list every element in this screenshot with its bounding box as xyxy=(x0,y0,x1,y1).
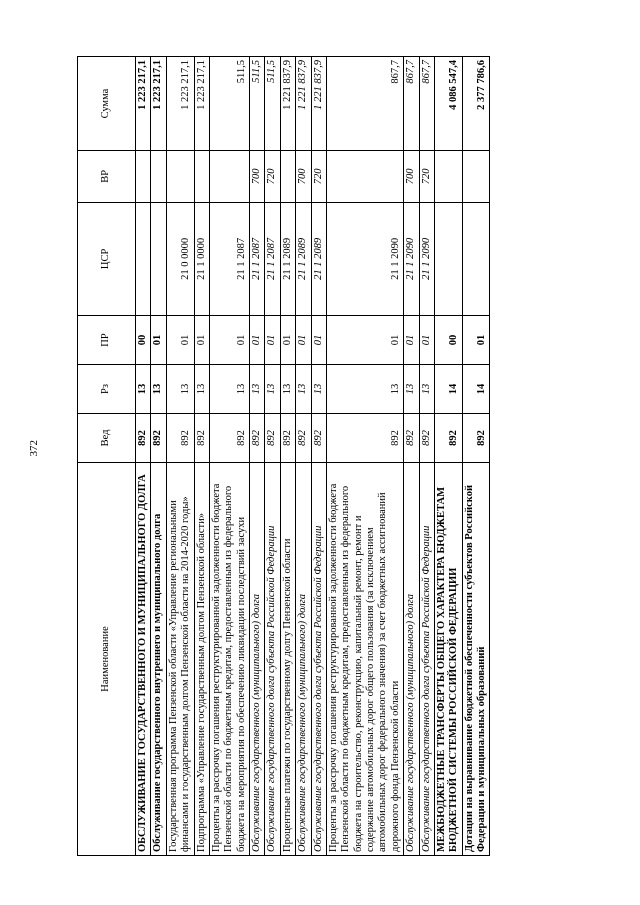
cell-name: Проценты за рассрочку погашения реструктурированной задолженности бюджета Пензенской области по бюджетным кредитам, предоставленным из федерального бюджета на мероприятия по обеспечению ликвидации последствий засухи xyxy=(209,462,249,855)
cell-ved: 892 xyxy=(296,413,311,462)
cell-sum: 511,5 xyxy=(265,57,280,151)
table-row xyxy=(136,57,151,856)
cell-csr: 21 1 2090 xyxy=(326,202,403,315)
table-row xyxy=(462,57,490,856)
cell-vr xyxy=(194,151,209,203)
table-row xyxy=(434,57,462,856)
cell-pr: 01 xyxy=(250,316,265,365)
cell-csr: 21 1 2087 xyxy=(209,202,249,315)
cell-vr: 700 xyxy=(296,151,311,203)
table-row xyxy=(194,57,209,856)
table-row xyxy=(419,57,434,856)
cell-name: Обслуживание государственного долга субъекта Российской Федерации xyxy=(419,462,434,855)
cell-csr xyxy=(136,202,151,315)
table-row xyxy=(296,57,311,856)
budget-table xyxy=(77,56,490,856)
header-csr: ЦСР xyxy=(78,202,136,315)
cell-csr: 21 1 2089 xyxy=(280,202,295,315)
cell-rz: 13 xyxy=(280,365,295,414)
cell-pr: 00 xyxy=(434,316,462,365)
cell-pr: 01 xyxy=(265,316,280,365)
table-header-row xyxy=(78,57,136,856)
cell-rz: 13 xyxy=(166,365,194,414)
cell-name: Обслуживание государственного (муниципального) долга xyxy=(250,462,265,855)
cell-csr xyxy=(462,202,490,315)
header-ved: Вед xyxy=(78,413,136,462)
table-row xyxy=(166,57,194,856)
cell-rz: 13 xyxy=(419,365,434,414)
page-number: 372 xyxy=(28,440,40,457)
header-rz: Рз xyxy=(78,365,136,414)
cell-csr xyxy=(434,202,462,315)
table-row xyxy=(151,57,166,856)
cell-rz: 13 xyxy=(250,365,265,414)
cell-ved: 892 xyxy=(136,413,151,462)
header-vr: ВР xyxy=(78,151,136,203)
cell-csr: 21 1 2090 xyxy=(404,202,419,315)
cell-vr: 700 xyxy=(404,151,419,203)
cell-vr: 720 xyxy=(419,151,434,203)
cell-pr: 01 xyxy=(462,316,490,365)
cell-vr xyxy=(166,151,194,203)
cell-pr: 01 xyxy=(280,316,295,365)
cell-pr: 01 xyxy=(404,316,419,365)
cell-name: Процентные платежи по государственному долгу Пензенской области xyxy=(280,462,295,855)
cell-csr: 21 1 2089 xyxy=(296,202,311,315)
cell-csr: 21 1 0000 xyxy=(194,202,209,315)
cell-pr: 01 xyxy=(194,316,209,365)
cell-sum: 2 377 786,6 xyxy=(462,57,490,151)
cell-name: Обслуживание государственного долга субъекта Российской Федерации xyxy=(265,462,280,855)
cell-rz: 13 xyxy=(194,365,209,414)
cell-sum: 1 223 217,1 xyxy=(194,57,209,151)
cell-vr xyxy=(326,151,403,203)
cell-rz: 13 xyxy=(209,365,249,414)
table-row xyxy=(404,57,419,856)
cell-rz: 14 xyxy=(434,365,462,414)
cell-csr xyxy=(151,202,166,315)
cell-ved: 892 xyxy=(462,413,490,462)
cell-sum: 1 223 217,1 xyxy=(166,57,194,151)
cell-rz: 13 xyxy=(296,365,311,414)
cell-name: Государственная программа Пензенской области «Управление региональными финансами и государственным долгом Пензенской области на 2014-2020 годы» xyxy=(166,462,194,855)
header-pr: ПР xyxy=(78,316,136,365)
cell-name: Проценты за рассрочку погашения реструктурированной задолженности бюджета Пензенской области по бюджетным кредитам, предоставленным из федерального бюджета на строительство, реконструкцию, капитальный ремонт, ремонт и содержание автомобильных дорог общего пользования (за исключением автомобильных дорог федерального значения) за счет бюджетных ассигнований дорожного фонда Пензенской области xyxy=(326,462,403,855)
cell-rz: 13 xyxy=(326,365,403,414)
cell-ved: 892 xyxy=(311,413,326,462)
cell-name: Обслуживание государственного внутреннего и муниципального долга xyxy=(151,462,166,855)
cell-csr: 21 1 2087 xyxy=(250,202,265,315)
cell-sum: 1 223 217,1 xyxy=(151,57,166,151)
cell-name: ОБСЛУЖИВАНИЕ ГОСУДАРСТВЕННОГО И МУНИЦИПАЛЬНОГО ДОЛГА xyxy=(136,462,151,855)
cell-ved: 892 xyxy=(209,413,249,462)
cell-ved: 892 xyxy=(194,413,209,462)
cell-ved: 892 xyxy=(404,413,419,462)
cell-rz: 13 xyxy=(404,365,419,414)
cell-pr: 01 xyxy=(151,316,166,365)
cell-pr: 01 xyxy=(419,316,434,365)
cell-name: Дотации на выравнивание бюджетной обеспеченности субъектов Российской Федерации и муниципальных образований xyxy=(462,462,490,855)
cell-sum: 511,5 xyxy=(209,57,249,151)
cell-vr xyxy=(151,151,166,203)
cell-csr: 21 1 2090 xyxy=(419,202,434,315)
table-row xyxy=(311,57,326,856)
cell-rz: 14 xyxy=(462,365,490,414)
cell-ved: 892 xyxy=(151,413,166,462)
table-row xyxy=(326,57,403,856)
header-sum: Сумма xyxy=(78,57,136,151)
cell-vr: 720 xyxy=(265,151,280,203)
cell-pr: 01 xyxy=(311,316,326,365)
cell-pr: 01 xyxy=(209,316,249,365)
cell-rz: 13 xyxy=(311,365,326,414)
cell-name: Подпрограмма «Управление государственным долгом Пензенской области» xyxy=(194,462,209,855)
cell-ved: 892 xyxy=(250,413,265,462)
cell-sum: 4 086 547,4 xyxy=(434,57,462,151)
cell-rz: 13 xyxy=(265,365,280,414)
cell-name: Обслуживание государственного (муниципального) долга xyxy=(296,462,311,855)
cell-vr xyxy=(280,151,295,203)
table-row xyxy=(209,57,249,856)
cell-ved: 892 xyxy=(265,413,280,462)
cell-sum: 867,7 xyxy=(404,57,419,151)
cell-vr: 720 xyxy=(311,151,326,203)
cell-sum: 867,7 xyxy=(326,57,403,151)
cell-sum: 867,7 xyxy=(419,57,434,151)
cell-ved: 892 xyxy=(434,413,462,462)
header-name: Наименование xyxy=(78,462,136,855)
cell-sum: 1 221 837,9 xyxy=(296,57,311,151)
cell-name: МЕЖБЮДЖЕТНЫЕ ТРАНСФЕРТЫ ОБЩЕГО ХАРАКТЕРА БЮДЖЕТАМ БЮДЖЕТНОЙ СИСТЕМЫ РОССИЙСКОЙ ФЕДЕРАЦИИ xyxy=(434,462,462,855)
table-row xyxy=(280,57,295,856)
cell-vr: 700 xyxy=(250,151,265,203)
cell-vr xyxy=(434,151,462,203)
cell-ved: 892 xyxy=(166,413,194,462)
table-row xyxy=(265,57,280,856)
cell-pr: 00 xyxy=(136,316,151,365)
cell-sum: 1 221 837,9 xyxy=(280,57,295,151)
cell-ved: 892 xyxy=(280,413,295,462)
cell-csr: 21 1 2087 xyxy=(265,202,280,315)
cell-ved: 892 xyxy=(326,413,403,462)
cell-vr xyxy=(136,151,151,203)
cell-vr xyxy=(462,151,490,203)
cell-rz: 13 xyxy=(136,365,151,414)
cell-pr: 01 xyxy=(296,316,311,365)
cell-rz: 13 xyxy=(151,365,166,414)
cell-csr: 21 1 2089 xyxy=(311,202,326,315)
cell-sum: 511,5 xyxy=(250,57,265,151)
table-row xyxy=(250,57,265,856)
cell-name: Обслуживание государственного (муниципального) долга xyxy=(404,462,419,855)
cell-sum: 1 223 217,1 xyxy=(136,57,151,151)
cell-name: Обслуживание государственного долга субъекта Российской Федерации xyxy=(311,462,326,855)
cell-pr: 01 xyxy=(326,316,403,365)
cell-sum: 1 221 837,9 xyxy=(311,57,326,151)
cell-ved: 892 xyxy=(419,413,434,462)
cell-csr: 21 0 0000 xyxy=(166,202,194,315)
cell-vr xyxy=(209,151,249,203)
rotated-table-container xyxy=(77,56,537,856)
cell-pr: 01 xyxy=(166,316,194,365)
